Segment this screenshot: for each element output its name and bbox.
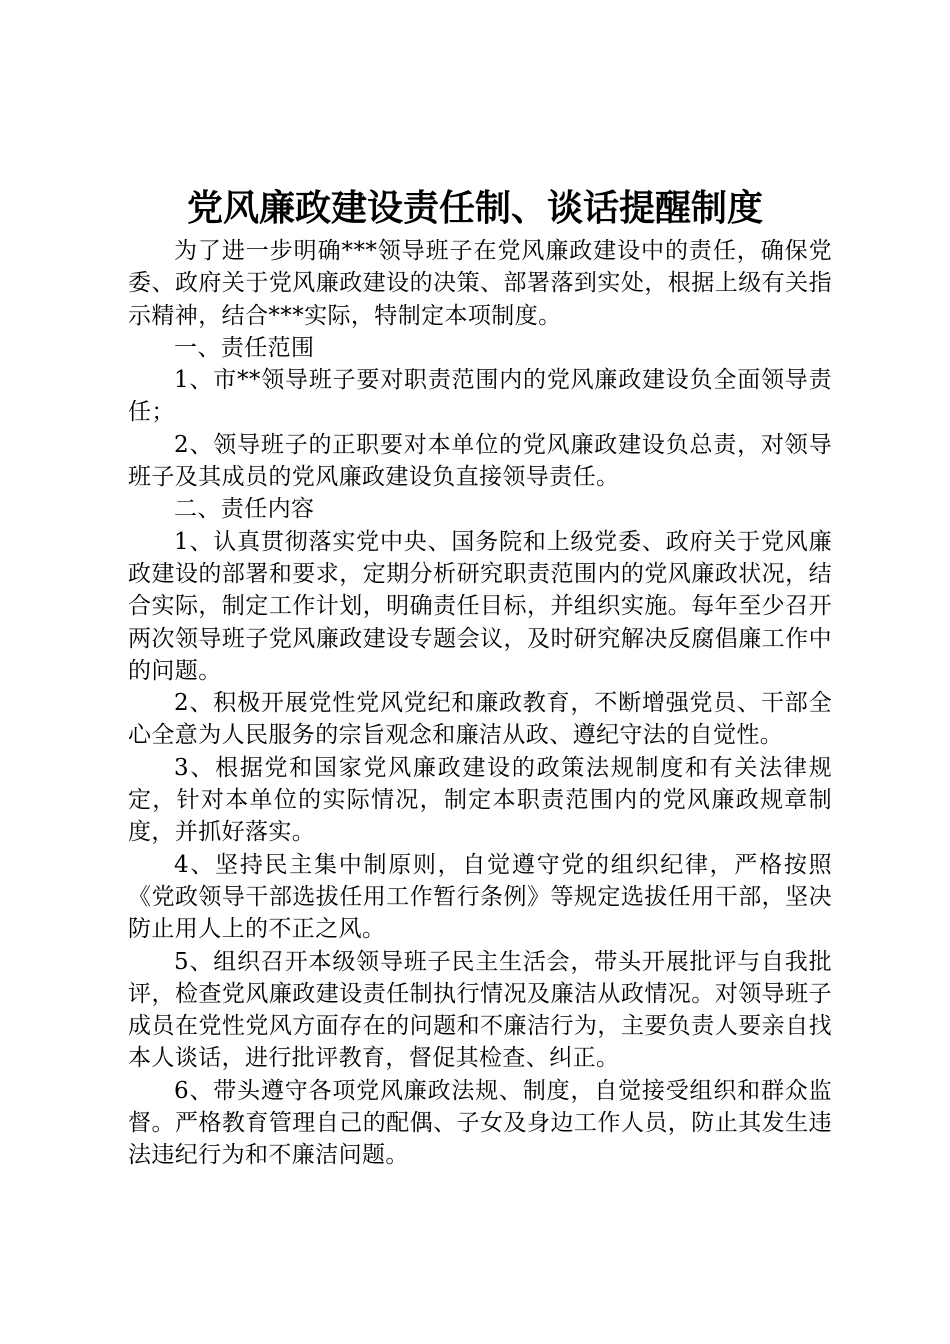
content-item-2: 2、积极开展党性党风党纪和廉政教育，不断增强党员、干部全心全意为人民服务的宗旨观念和廉洁从政、遵纪守法的自觉性。 xyxy=(128,690,832,749)
document-title: 党风廉政建设责任制、谈话提醒制度 xyxy=(186,187,763,229)
scope-item-1: 1、市**领导班子要对职责范围内的党风廉政建设负全面领导责任； xyxy=(128,367,832,426)
content-item-1: 1、认真贯彻落实党中央、国务院和上级党委、政府关于党风廉政建设的部署和要求，定期分析研究职责范围内的党风廉政状况，结合实际，制定工作计划，明确责任目标，并组织实施。每年至少召开两次领导班子党风廉政建设专题会议，及时研究解决反腐倡廉工作中的问题。 xyxy=(128,528,832,684)
section-heading-scope: 一、责任范围 xyxy=(174,334,315,361)
scope-item-2: 2、领导班子的正职要对本单位的党风廉政建设负总责，对领导班子及其成员的党风廉政建设负直接领导责任。 xyxy=(128,431,832,491)
content-item-5: 5、组织召开本级领导班子民主生活会，带头开展批评与自我批评，检查党风廉政建设责任制执行情况及廉洁从政情况。对领导班子成员在党性党风方面存在的问题和不廉洁行为，主要负责人要亲自找本人谈话，进行批评教育，督促其检查、纠正。 xyxy=(128,948,832,1072)
content-item-4: 4、坚持民主集中制原则，自觉遵守党的组织纪律，严格按照《党政领导干部选拔任用工作暂行条例》等规定选拔任用干部，坚决防止用人上的不正之风。 xyxy=(128,851,832,943)
document-body xyxy=(128,235,832,1172)
content-item-3: 3、根据党和国家党风廉政建设的政策法规制度和有关法律规定，针对本单位的实际情况，制定本职责范围内的党风廉政规章制度，并抓好落实。 xyxy=(128,754,832,846)
intro-paragraph: 为了进一步明确***领导班子在党风廉政建设中的责任，确保党委、政府关于党风廉政建设的决策、部署落到实处，根据上级有关指示精神，结合***实际，特制定本项制度。 xyxy=(128,238,832,329)
section-heading-content: 二、责任内容 xyxy=(174,496,315,523)
content-item-6: 6、带头遵守各项党风廉政法规、制度，自觉接受组织和群众监督。严格教育管理自己的配偶、子女及身边工作人员，防止其发生违法违纪行为和不廉洁问题。 xyxy=(128,1077,832,1169)
